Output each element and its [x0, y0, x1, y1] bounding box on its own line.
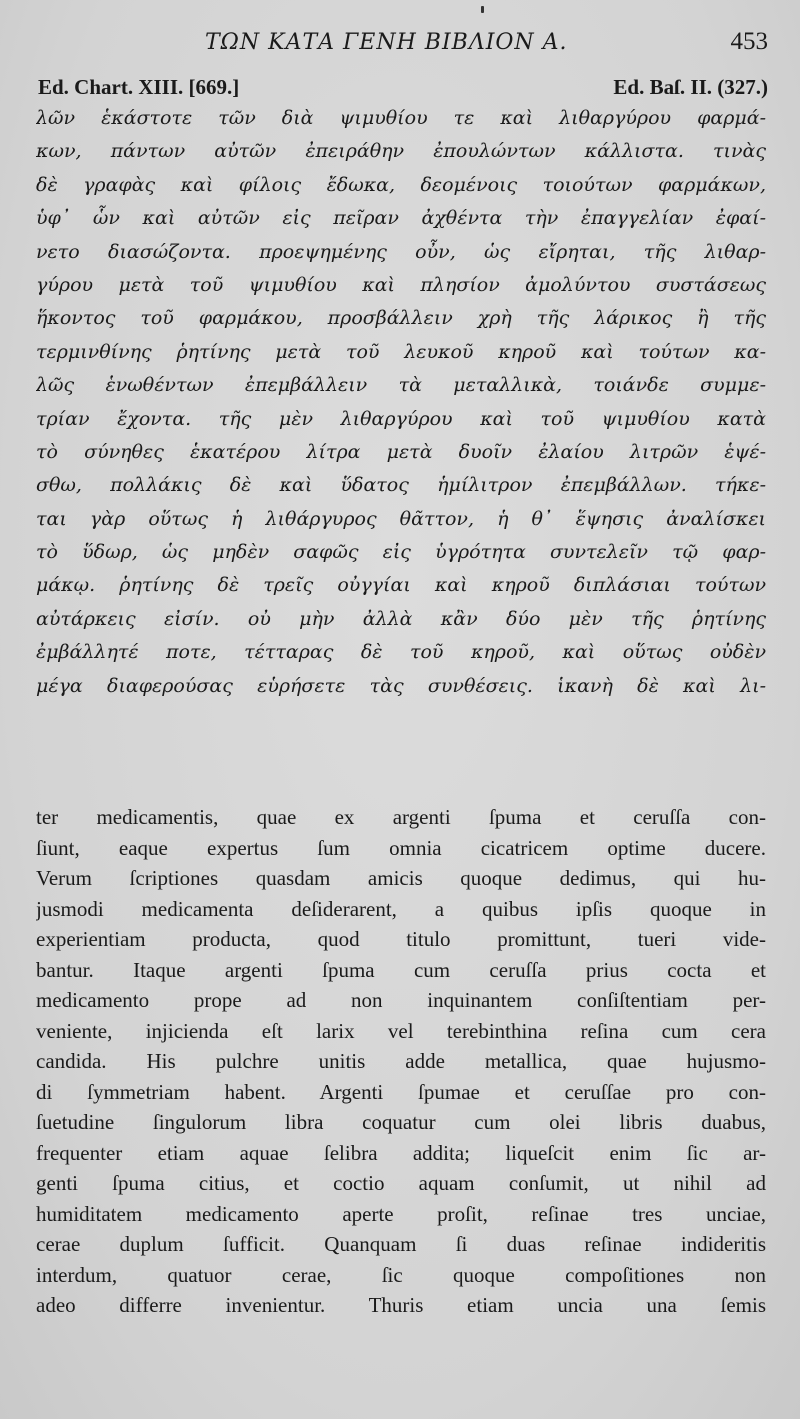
- latin-line: adeo differre invenientur. Thuris etiam uncia una ſemis: [36, 1293, 766, 1317]
- running-head: [0, 30, 800, 66]
- latin-line: ſuetudine ſingulorum libra coquatur cum olei libris duabus,: [36, 1110, 766, 1134]
- greek-line: μέγα διαφερούσας εὑρήσετε τὰς συνθέσεις. ἱκανὴ δὲ καὶ λι-: [36, 674, 766, 697]
- latin-line: cerae duplum ſufficit. Quanquam ſi duas reſinae indideritis: [36, 1232, 766, 1256]
- latin-line: genti ſpuma citius, et coctio aquam conſumit, ut nihil ad: [36, 1171, 766, 1195]
- greek-line: νετο διασώζοντα. προεψημένης οὖν, ὡς εἴρηται, τῆς λιθαρ-: [36, 240, 766, 263]
- greek-line: τὸ σύνηθες ἑκατέρου λίτρα μετὰ δυοῖν ἐλαίου λιτρῶν ἑψέ-: [36, 440, 766, 463]
- latin-line: veniente, injicienda eſt larix vel terebinthina reſina cum cera: [36, 1018, 766, 1043]
- page-number: 453: [730, 28, 768, 55]
- latin-line: Verum ſcriptiones quasdam amicis quoque dedimus, qui hu-: [36, 866, 766, 890]
- latin-text: [36, 802, 766, 1321]
- greek-line: τρίαν ἔχοντα. τῆς μὲν λιθαργύρου καὶ τοῦ ψιμυθίου κατὰ: [36, 407, 766, 430]
- greek-line: τὸ ὕδωρ, ὡς μηδὲν σαφῶς εἰς ὑγρότητα συντελεῖν τῷ φαρ-: [36, 541, 766, 564]
- greek-line: τερμινθίνης ῥητίνης μετὰ τοῦ λευκοῦ κηροῦ καὶ τούτων κα-: [36, 340, 766, 363]
- greek-line: ται γὰρ οὕτως ἡ λιθάργυρος θᾶττον, ἡ θ᾽ ἕψησις ἀναλίσκει: [36, 507, 766, 530]
- latin-line: humiditatem medicamento aperte proſit, reſinae tres unciae,: [36, 1201, 766, 1226]
- greek-line: γύρου μετὰ τοῦ ψιμυθίου καὶ πλησίον ἀμολύντου συστάσεως: [36, 273, 766, 296]
- greek-line: λῶν ἑκάστοτε τῶν διὰ ψιμυθίου τε καὶ λιθαργύρου φαρμά-: [36, 107, 766, 129]
- latin-line: jusmodi medicamenta deſiderarent, a quibus ipſis quoque in: [36, 896, 766, 921]
- latin-line: ſiunt, eaque expertus ſum omnia cicatricem optime ducere.: [36, 835, 766, 860]
- greek-line: ἥκοντος τοῦ φαρμάκου, προσβάλλειν χρὴ τῆς λάρικος ἢ τῆς: [36, 307, 766, 330]
- greek-text: [36, 102, 766, 703]
- latin-line: candida. His pulchre unitis adde metallica, quae hujusmo-: [36, 1049, 766, 1073]
- edition-basel: Ed. Baſ. II. (327.): [613, 75, 768, 99]
- greek-line: μάκῳ. ῥητίνης δὲ τρεῖς οὐγγίαι καὶ κηροῦ διπλάσιαι τούτων: [36, 574, 766, 597]
- edition-chartier: Ed. Chart. XIII. [669.]: [38, 75, 240, 99]
- ink-speck: [481, 6, 484, 13]
- latin-line: bantur. Itaque argenti ſpuma cum ceruſſa prius cocta et: [36, 957, 766, 982]
- latin-line: ter medicamentis, quae ex argenti ſpuma et ceruſſa con-: [36, 805, 766, 829]
- greek-line: αὐτάρκεις εἰσίν. οὐ μὴν ἀλλὰ κἂν δύο μὲν τῆς ῥητίνης: [36, 607, 766, 630]
- greek-line: δὲ γραφὰς καὶ φίλοις ἔδωκα, δεομένοις τοιούτων φαρμάκων,: [36, 173, 766, 196]
- latin-line: frequenter etiam aquae ſelibra addita; liqueſcit enim ſic ar-: [36, 1140, 766, 1165]
- edition-line: [38, 75, 768, 105]
- latin-line: di ſymmetriam habent. Argenti ſpumae et ceruſſae pro con-: [36, 1079, 766, 1104]
- greek-line: σθω, πολλάκις δὲ καὶ ὕδατος ἡμίλιτρον ἐπεμβάλλων. τήκε-: [36, 474, 766, 497]
- greek-line: ὑφ᾽ ὧν καὶ αὐτῶν εἰς πεῖραν ἀχθέντα τὴν ἐπαγγελίαν ἐφαί-: [36, 207, 766, 230]
- latin-line: medicamento prope ad non inquinantem conſiſtentiam per-: [36, 988, 766, 1012]
- latin-line: interdum, quatuor cerae, ſic quoque compoſitiones non: [36, 1262, 766, 1287]
- greek-line: ἐμβάλλητέ ποτε, τέτταρας δὲ τοῦ κηροῦ, καὶ οὕτως οὐδὲν: [36, 641, 766, 664]
- latin-line: experientiam producta, quod titulo promittunt, tueri vide-: [36, 927, 766, 951]
- running-title: ΤΩΝ ΚΑΤΑ ΓΕΝΗ ΒΙΒΛΙΟΝ Α.: [205, 30, 568, 55]
- greek-line: κων, πάντων αὐτῶν ἐπειράθην ἐπουλώντων κάλλιστα. τινὰς: [36, 140, 766, 163]
- greek-line: λῶς ἑνωθέντων ἐπεμβάλλειν τὰ μεταλλικὰ, τοιάνδε συμμε-: [36, 374, 766, 397]
